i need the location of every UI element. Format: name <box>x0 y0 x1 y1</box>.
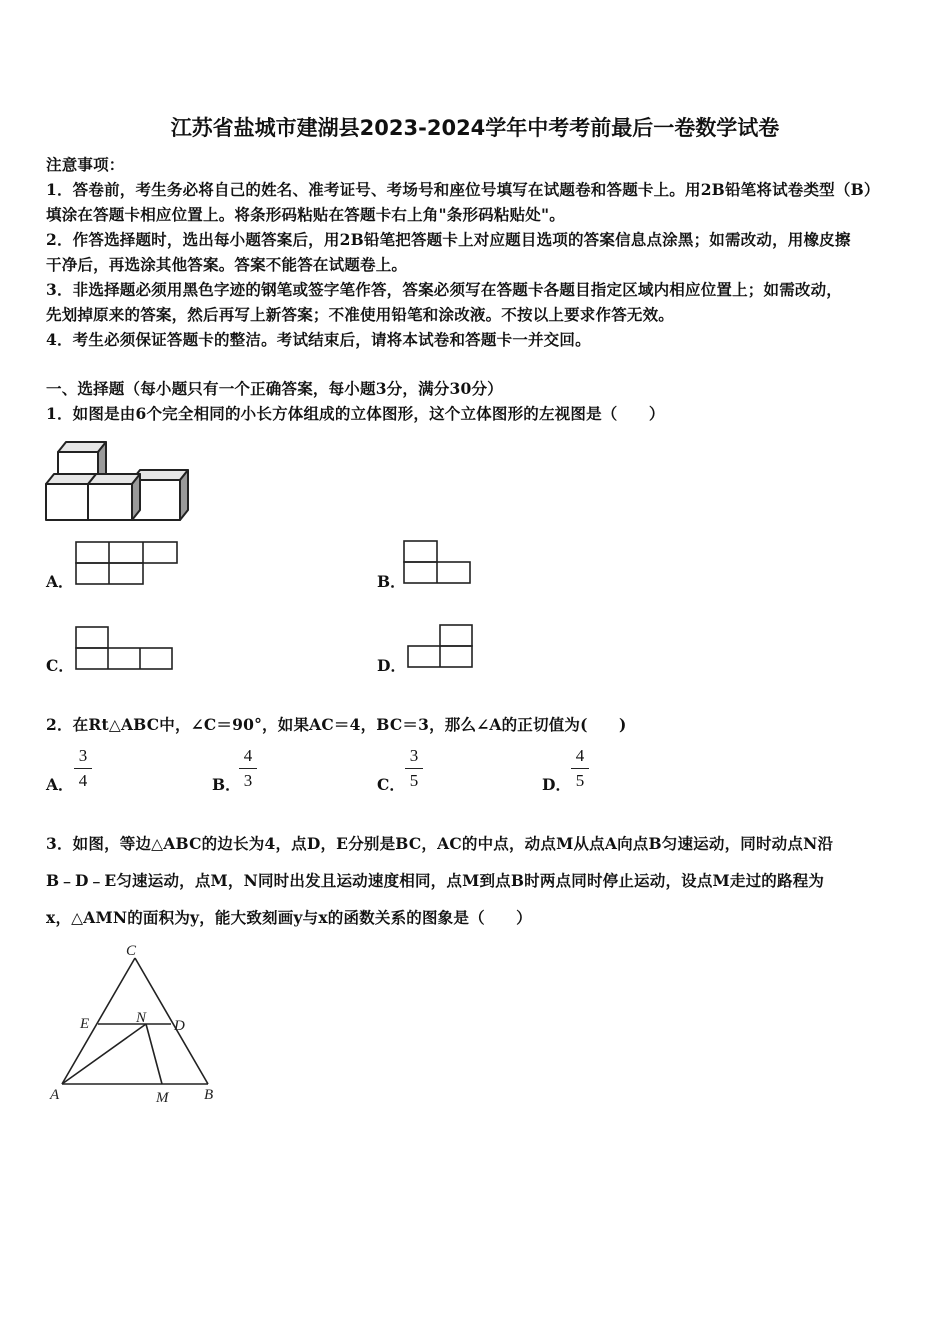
fraction-bar <box>239 768 257 769</box>
fraction-bar <box>571 768 589 769</box>
point-label-e: E <box>80 1016 90 1032</box>
notes-line: 先划掉原来的答案，然后再写上新答案；不准使用铅笔和涂改液。不按以上要求作答无效。 <box>46 305 675 324</box>
question-2-text: 2．在Rt△ABC中，∠C＝90°，如果AC＝4，BC＝3，那么∠A的正切值为( ) <box>46 715 627 734</box>
page-title: 江苏省盐城市建湖县2023-2024学年中考考前最后一卷数学试卷 <box>170 116 780 140</box>
notes-line: 填涂在答题卡相应位置上。将条形码粘贴在答题卡右上角"条形码粘贴处"。 <box>46 205 565 224</box>
option-d-fraction <box>569 746 591 791</box>
point-label-n: N <box>136 1010 147 1026</box>
segment-mn <box>146 1024 162 1084</box>
notes-heading: 注意事项： <box>46 155 125 174</box>
section-heading: 一、选择题（每小题只有一个正确答案，每小题3分，满分30分） <box>46 379 503 398</box>
option-d-label: D． <box>377 656 406 675</box>
side-ac <box>62 958 135 1084</box>
point-label-m: M <box>156 1090 169 1106</box>
vertex-label-b: B <box>204 1087 214 1103</box>
notes-line: 2．作答选择题时，选出每小题答案后，用2B铅笔把答题卡上对应题目选项的答案信息点涂黑；如需改动，用橡皮擦 <box>46 230 851 249</box>
fraction-numerator: 4 <box>575 746 585 765</box>
question-3-line: 3．如图，等边△ABC的边长为4，点D，E分别是BC，AC的中点，动点M从点A向点B匀速运动，同时动点N沿 <box>46 834 834 853</box>
option-b-fraction <box>237 746 259 791</box>
option-b-label: B． <box>377 572 406 591</box>
fraction-bar <box>74 768 92 769</box>
option-d-figure <box>405 624 477 672</box>
fraction-denominator: 4 <box>78 771 88 790</box>
vertex-label-c: C <box>126 943 137 959</box>
point-label-d: D <box>174 1018 185 1034</box>
notes-line: 1．答卷前，考生务必将自己的姓名、准考证号、考场号和座位号填写在试题卷和答题卡上。用2B铅笔将试卷类型（B） <box>46 180 880 199</box>
segment-an <box>62 1024 146 1084</box>
notes-line: 3．非选择题必须用黑色字迹的钢笔或签字笔作答，答案必须写在答题卡各题目指定区域内相应位置上；如需改动， <box>46 280 842 299</box>
option-c-figure <box>74 626 176 672</box>
notes-line: 干净后，再选涂其他答案。答案不能答在试题卷上。 <box>46 255 408 274</box>
option-c-fraction <box>403 746 425 791</box>
notes-line: 4．考生必须保证答题卡的整洁。考试结束后，请将本试卷和答题卡一并交回。 <box>46 330 591 349</box>
fraction-numerator: 4 <box>243 746 253 765</box>
question-3-line: B﹣D﹣E匀速运动，点M，N同时出发且运动速度相同，点M到点B时两点同时停止运动，设点M走过的路程为 <box>46 871 825 890</box>
vertex-label-a: A <box>50 1087 60 1103</box>
option-d-label: D． <box>542 775 571 794</box>
q3-triangle-figure <box>46 940 226 1110</box>
option-a-fraction <box>72 746 94 791</box>
q1-solid-figure <box>44 436 194 526</box>
question-1-text: 1．如图是由6个完全相同的小长方体组成的立体图形，这个立体图形的左视图是（ ） <box>46 404 665 423</box>
fraction-denominator: 5 <box>409 771 419 790</box>
option-a-figure <box>74 541 180 587</box>
option-b-figure <box>402 540 474 588</box>
option-c-label: C． <box>46 656 74 675</box>
fraction-denominator: 3 <box>243 771 253 790</box>
option-c-label: C． <box>377 775 405 794</box>
option-b-label: B． <box>212 775 241 794</box>
fraction-denominator: 5 <box>575 771 585 790</box>
question-3-line: x，△AMN的面积为y，能大致刻画y与x的函数关系的图象是（ ） <box>46 908 532 927</box>
fraction-numerator: 3 <box>409 746 419 765</box>
option-a-label: A． <box>46 775 74 794</box>
option-a-label: A． <box>46 572 74 591</box>
fraction-bar <box>405 768 423 769</box>
fraction-numerator: 3 <box>78 746 88 765</box>
